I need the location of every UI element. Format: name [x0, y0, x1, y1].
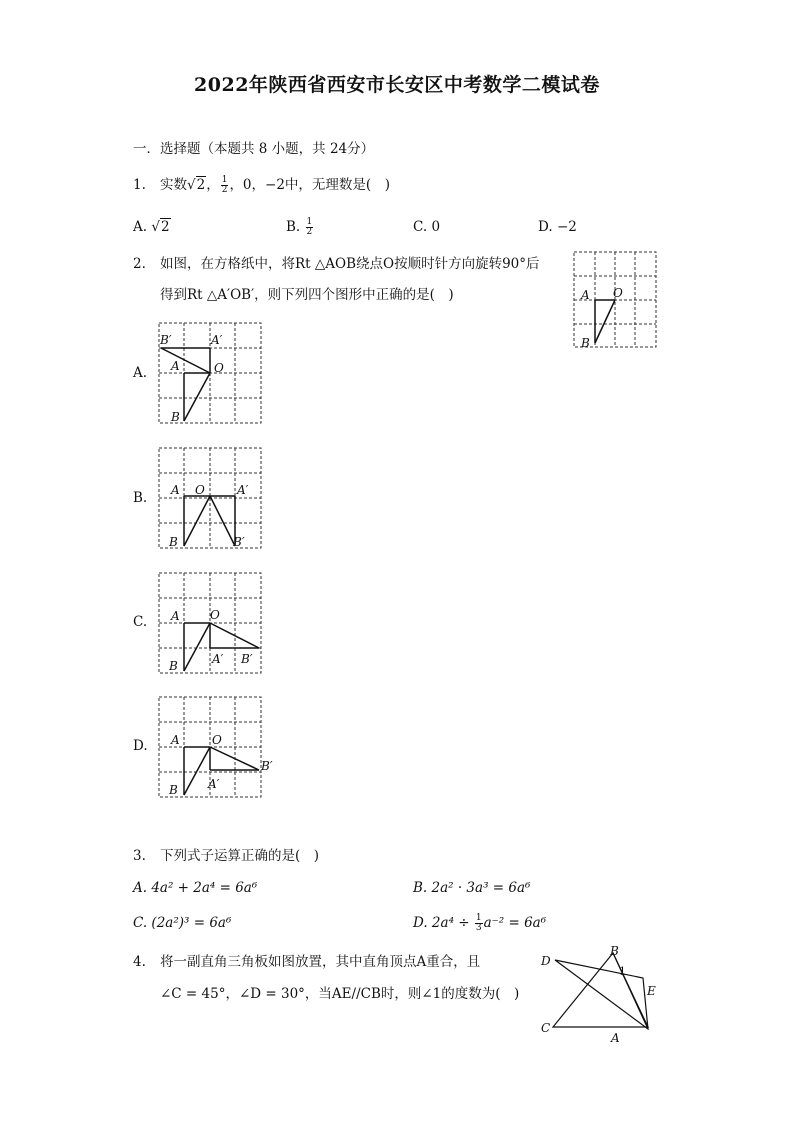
angle-1-label: 1 — [619, 965, 626, 978]
q4-line2: ∠C = 45°，∠D = 30°，当AE//CB时，则∠1的度数为( ) — [160, 986, 520, 1002]
label-b: B — [581, 336, 590, 350]
label-o: O — [212, 733, 222, 747]
label-o: O — [195, 483, 205, 497]
q1-number: 1. — [133, 177, 146, 193]
q2-option-a-figure[interactable] — [155, 320, 265, 426]
q2-option-b-figure[interactable] — [155, 445, 265, 551]
q3-option-d-part-a: D. 2a⁴ ÷ — [413, 915, 474, 931]
q3-option-a[interactable]: A. 4a² + 2a⁴ = 6a⁶ — [133, 880, 258, 896]
q1-option-c-value: 0 — [431, 219, 441, 235]
label-a: A — [171, 359, 180, 373]
label-a: A — [171, 483, 180, 497]
label-a: A — [171, 733, 180, 747]
q2-number: 2. — [133, 256, 146, 272]
q1-option-a[interactable] — [133, 217, 171, 237]
q1-option-c[interactable] — [413, 217, 440, 237]
q1-fraction — [221, 176, 229, 195]
q1-frac-num: 1 — [221, 175, 228, 185]
q1-option-d-value: −2 — [556, 219, 577, 235]
q1-option-b[interactable] — [286, 217, 314, 237]
label-b: B — [169, 659, 178, 673]
q1-option-c-label: C. — [413, 219, 428, 235]
label-e: E — [647, 984, 656, 998]
label-a: A — [171, 609, 180, 623]
q2-option-b-label[interactable]: B. — [133, 490, 148, 506]
label-b: B — [171, 410, 180, 424]
q1-option-b-den: 2 — [306, 227, 313, 237]
sqrt-sign: √2 — [187, 177, 206, 193]
q3-option-d-num: 1 — [475, 913, 482, 923]
q3-option-c[interactable]: C. (2a²)³ = 6a⁶ — [133, 915, 232, 931]
q2-option-a-label[interactable]: A. — [133, 365, 148, 381]
label-a-prime: A′ — [237, 483, 249, 497]
label-b-prime: B′ — [261, 759, 273, 773]
q2-option-d-label[interactable]: D. — [133, 738, 148, 754]
q1-radicand: 2 — [196, 177, 206, 193]
q1-stem — [160, 175, 390, 195]
q2-option-d-figure[interactable] — [155, 694, 285, 800]
label-a-prime: A′ — [208, 777, 220, 791]
label-d: D — [541, 954, 551, 968]
q3-option-d-fraction — [475, 914, 483, 933]
label-b: B — [169, 783, 178, 797]
q4-line1: 将一副直角三角板如图放置，其中直角顶点A重合，且 — [160, 954, 481, 970]
q1-option-d[interactable] — [538, 217, 577, 237]
q1-option-b-label: B. — [286, 219, 301, 235]
q2-main-figure — [565, 245, 665, 355]
page-title: 2022年陕西省西安市长安区中考数学二模试卷 — [194, 74, 600, 96]
q2-option-c-label[interactable]: C. — [133, 614, 148, 630]
q1-option-a-value: 2 — [160, 219, 170, 235]
q1-stem-a: 实数 — [160, 177, 187, 193]
q1-stem-b: ， — [206, 177, 220, 193]
q1-option-d-label: D. — [538, 219, 553, 235]
q3-option-d-part-b: a⁻² = 6a⁶ — [483, 915, 547, 931]
sqrt-sign: √2 — [151, 219, 170, 235]
section-heading: 一．选择题（本题共 8 小题，共 24分） — [133, 141, 375, 157]
label-o: O — [613, 286, 623, 300]
label-b-prime: B′ — [241, 652, 253, 666]
label-c: C — [541, 1021, 551, 1035]
q1-option-b-fraction — [306, 218, 314, 237]
label-a: A — [581, 288, 590, 302]
q3-option-b[interactable]: B. 2a² · 3a³ = 6a⁶ — [413, 880, 531, 896]
q4-number: 4. — [133, 954, 146, 970]
label-o: O — [210, 608, 220, 622]
label-o: O — [214, 361, 224, 375]
label-a: A — [611, 1031, 620, 1045]
label-a-prime: A′ — [211, 333, 223, 347]
q3-stem: 下列式子运算正确的是( ) — [160, 848, 320, 864]
q1-option-b-num: 1 — [306, 217, 313, 227]
q3-option-d-den: 3 — [475, 923, 482, 933]
q3-option-d[interactable] — [413, 913, 546, 933]
q1-stem-c: ，0，−2中，无理数是( ) — [229, 177, 390, 193]
q3-number: 3. — [133, 848, 146, 864]
q1-option-a-label: A. — [133, 219, 148, 235]
q2-line1: 如图，在方格纸中，将Rt △AOB绕点O按顺时针方向旋转90°后 — [160, 256, 540, 272]
q2-option-c-figure[interactable] — [155, 570, 265, 676]
q1-frac-den: 2 — [221, 185, 228, 195]
q4-triangle-figure — [535, 943, 670, 1046]
label-b-prime: B′ — [233, 535, 245, 549]
label-a-prime: A′ — [212, 652, 224, 666]
label-b-prime: B′ — [160, 333, 172, 347]
q2-line2: 得到Rt △A′OB′，则下列四个图形中正确的是( ) — [160, 287, 454, 303]
label-b: B — [610, 944, 619, 958]
label-b: B — [169, 535, 178, 549]
